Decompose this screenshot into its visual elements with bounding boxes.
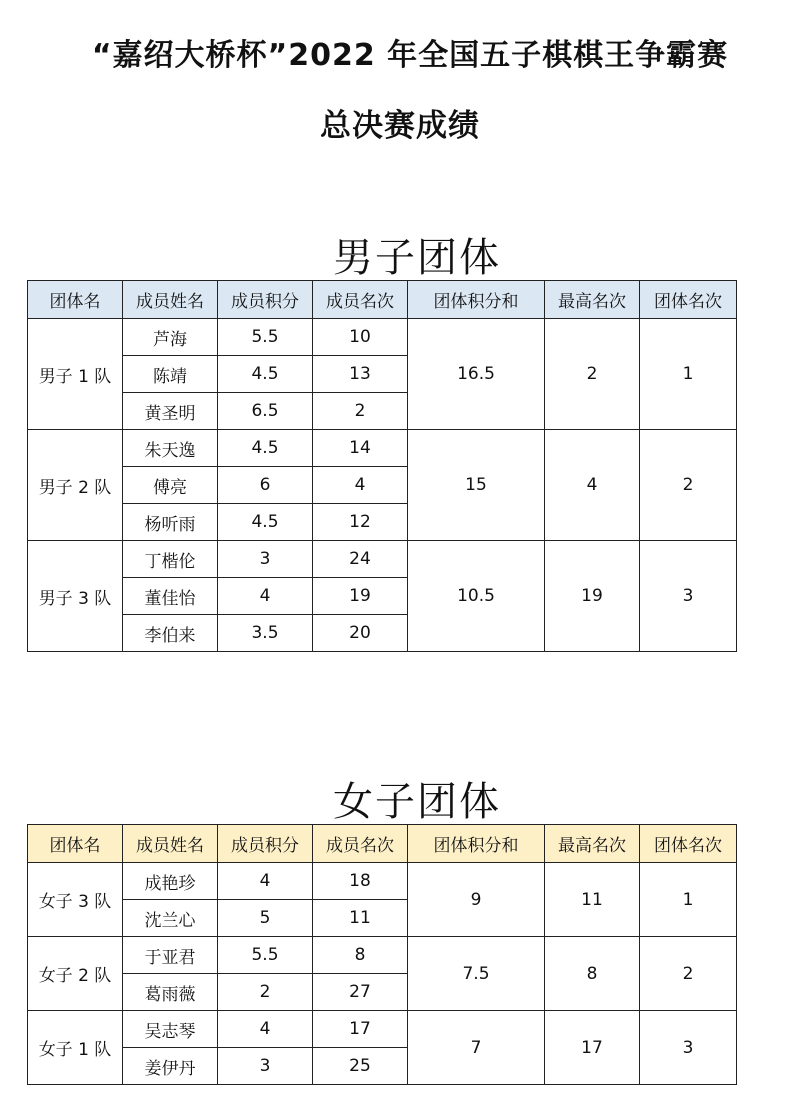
member-rank-cell: 10 bbox=[313, 319, 408, 356]
header-team-name: 团体名 bbox=[28, 281, 123, 319]
member-rank-cell: 27 bbox=[313, 974, 408, 1011]
best-rank-cell: 8 bbox=[545, 937, 640, 1011]
member-name-cell: 陈靖 bbox=[123, 356, 218, 393]
member-name-cell: 葛雨薇 bbox=[123, 974, 218, 1011]
member-score-cell: 5.5 bbox=[218, 319, 313, 356]
header-team-rank: 团体名次 bbox=[640, 825, 737, 863]
team-rank-cell: 3 bbox=[640, 1011, 737, 1085]
member-score-cell: 5 bbox=[218, 900, 313, 937]
best-rank-cell: 4 bbox=[545, 430, 640, 541]
member-name-cell: 成艳珍 bbox=[123, 863, 218, 900]
member-score-cell: 6.5 bbox=[218, 393, 313, 430]
team-name-cell: 男子 3 队 bbox=[28, 541, 123, 652]
header-best-rank: 最高名次 bbox=[545, 825, 640, 863]
team-total-cell: 9 bbox=[408, 863, 545, 937]
table-row bbox=[28, 937, 737, 974]
member-name-cell: 吴志琴 bbox=[123, 1011, 218, 1048]
team-total-cell: 7.5 bbox=[408, 937, 545, 1011]
best-rank-cell: 17 bbox=[545, 1011, 640, 1085]
team-name-cell: 男子 1 队 bbox=[28, 319, 123, 430]
team-rank-cell: 2 bbox=[640, 430, 737, 541]
member-score-cell: 4.5 bbox=[218, 430, 313, 467]
member-rank-cell: 11 bbox=[313, 900, 408, 937]
document-title: “嘉绍大桥杯”2022 年全国五子棋棋王争霸赛 bbox=[91, 38, 729, 73]
header-member-score: 成员积分 bbox=[218, 825, 313, 863]
men-results-table bbox=[27, 280, 737, 652]
member-name-cell: 芦海 bbox=[123, 319, 218, 356]
table-row bbox=[28, 541, 737, 578]
team-rank-cell: 1 bbox=[640, 863, 737, 937]
team-name-cell: 男子 2 队 bbox=[28, 430, 123, 541]
table-row bbox=[28, 863, 737, 900]
member-name-cell: 董佳怡 bbox=[123, 578, 218, 615]
men-section-title: 男子团体 bbox=[333, 235, 501, 281]
member-rank-cell: 25 bbox=[313, 1048, 408, 1085]
member-name-cell: 于亚君 bbox=[123, 937, 218, 974]
member-score-cell: 2 bbox=[218, 974, 313, 1011]
member-score-cell: 3.5 bbox=[218, 615, 313, 652]
team-total-cell: 15 bbox=[408, 430, 545, 541]
document-subtitle: 总决赛成绩 bbox=[320, 108, 480, 144]
member-rank-cell: 4 bbox=[313, 467, 408, 504]
member-score-cell: 4.5 bbox=[218, 504, 313, 541]
member-name-cell: 傅亮 bbox=[123, 467, 218, 504]
member-name-cell: 姜伊丹 bbox=[123, 1048, 218, 1085]
header-member-rank: 成员名次 bbox=[313, 825, 408, 863]
team-rank-cell: 3 bbox=[640, 541, 737, 652]
member-rank-cell: 12 bbox=[313, 504, 408, 541]
team-rank-cell: 2 bbox=[640, 937, 737, 1011]
header-member-rank: 成员名次 bbox=[313, 281, 408, 319]
team-name-cell: 女子 2 队 bbox=[28, 937, 123, 1011]
team-total-cell: 16.5 bbox=[408, 319, 545, 430]
table-row bbox=[28, 319, 737, 356]
member-name-cell: 朱天逸 bbox=[123, 430, 218, 467]
member-rank-cell: 8 bbox=[313, 937, 408, 974]
team-total-cell: 10.5 bbox=[408, 541, 545, 652]
header-team-total: 团体积分和 bbox=[408, 825, 545, 863]
table-row bbox=[28, 430, 737, 467]
member-rank-cell: 13 bbox=[313, 356, 408, 393]
member-rank-cell: 18 bbox=[313, 863, 408, 900]
women-results-table bbox=[27, 824, 737, 1085]
team-rank-cell: 1 bbox=[640, 319, 737, 430]
team-name-cell: 女子 1 队 bbox=[28, 1011, 123, 1085]
header-team-rank: 团体名次 bbox=[640, 281, 737, 319]
women-section-title: 女子团体 bbox=[333, 779, 501, 825]
best-rank-cell: 2 bbox=[545, 319, 640, 430]
member-name-cell: 丁楷伦 bbox=[123, 541, 218, 578]
member-rank-cell: 20 bbox=[313, 615, 408, 652]
member-score-cell: 6 bbox=[218, 467, 313, 504]
member-name-cell: 李伯来 bbox=[123, 615, 218, 652]
member-score-cell: 3 bbox=[218, 1048, 313, 1085]
team-name-cell: 女子 3 队 bbox=[28, 863, 123, 937]
member-name-cell: 沈兰心 bbox=[123, 900, 218, 937]
member-name-cell: 黄圣明 bbox=[123, 393, 218, 430]
member-score-cell: 3 bbox=[218, 541, 313, 578]
team-total-cell: 7 bbox=[408, 1011, 545, 1085]
header-member-name: 成员姓名 bbox=[123, 281, 218, 319]
member-rank-cell: 17 bbox=[313, 1011, 408, 1048]
best-rank-cell: 11 bbox=[545, 863, 640, 937]
header-member-name: 成员姓名 bbox=[123, 825, 218, 863]
member-score-cell: 4 bbox=[218, 863, 313, 900]
member-rank-cell: 19 bbox=[313, 578, 408, 615]
table-header-row bbox=[28, 281, 737, 319]
member-score-cell: 4 bbox=[218, 1011, 313, 1048]
header-member-score: 成员积分 bbox=[218, 281, 313, 319]
header-team-name: 团体名 bbox=[28, 825, 123, 863]
header-team-total: 团体积分和 bbox=[408, 281, 545, 319]
header-best-rank: 最高名次 bbox=[545, 281, 640, 319]
member-rank-cell: 2 bbox=[313, 393, 408, 430]
member-score-cell: 5.5 bbox=[218, 937, 313, 974]
member-score-cell: 4 bbox=[218, 578, 313, 615]
best-rank-cell: 19 bbox=[545, 541, 640, 652]
table-header-row bbox=[28, 825, 737, 863]
member-rank-cell: 24 bbox=[313, 541, 408, 578]
member-rank-cell: 14 bbox=[313, 430, 408, 467]
member-name-cell: 杨听雨 bbox=[123, 504, 218, 541]
member-score-cell: 4.5 bbox=[218, 356, 313, 393]
table-row bbox=[28, 1011, 737, 1048]
